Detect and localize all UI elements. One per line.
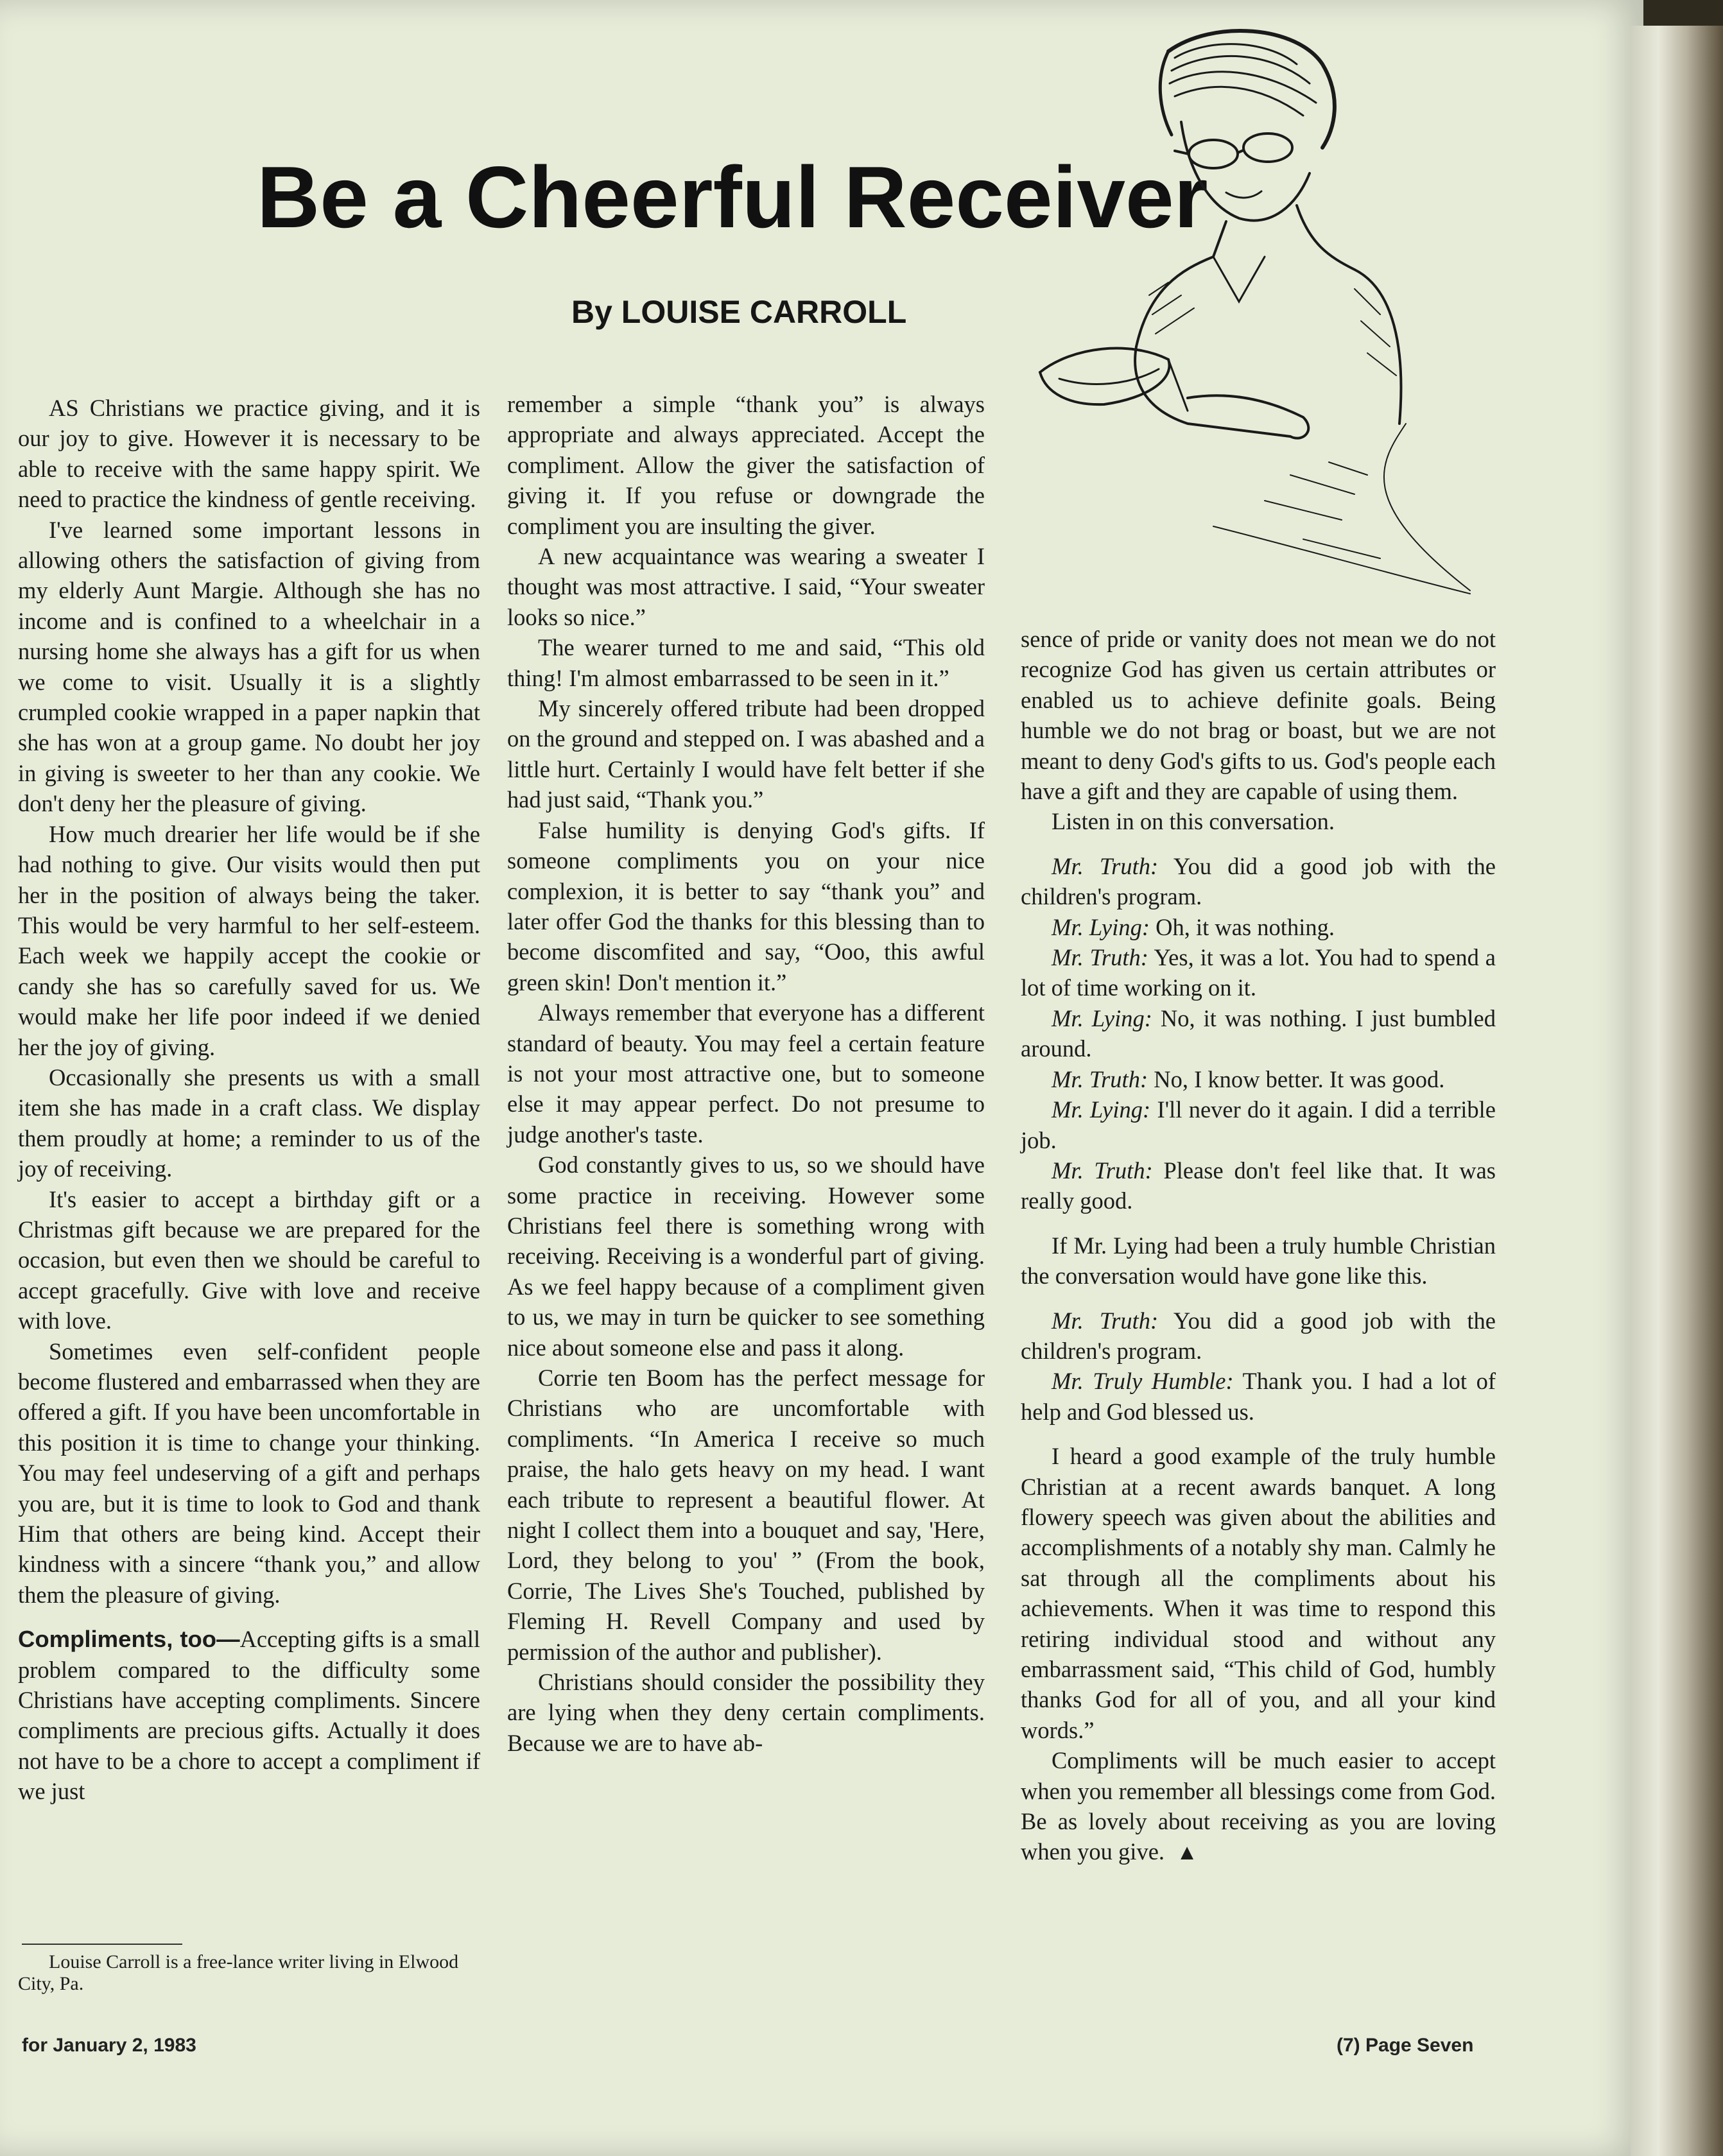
end-mark-triangle-icon: ▲ xyxy=(1176,1841,1198,1865)
paragraph: A new acquaintance was wearing a sweater I thought was most attractive. I said, “Your sweater looks so nice.” xyxy=(507,543,985,630)
dialogue-line xyxy=(1021,851,1496,912)
paragraph: How much drearier her life would be if she had nothing to give. Our visits would then put her in the position of always being the taker. This would be very harmful to her self-esteem. Each week we happily accept the cookie or candy she has so carefully saved for us. We would make her life poor indeed if we denied her the joy of giving. xyxy=(18,820,480,1060)
paragraph xyxy=(1021,1745,1496,1868)
speaker: Mr. Lying: xyxy=(1052,1005,1152,1031)
line-text: You did a good job with the children's program. xyxy=(1021,852,1496,910)
byline: By LOUISE CARROLL xyxy=(571,294,907,330)
speaker: Mr. Truth: xyxy=(1052,1307,1159,1334)
paragraph: It's easier to accept a birthday gift or a Christmas gift because we are prepared for the occasion, but even then we should be careful to accept gracefully. Give with love and receive with love. xyxy=(18,1186,480,1334)
speaker: Mr. Truth: xyxy=(1052,852,1159,879)
paragraph: Occasionally she presents us with a small item she has made in a craft class. We display them proudly at home; a reminder to us of the joy of receiving. xyxy=(18,1064,480,1182)
dialogue-two xyxy=(1021,1306,1496,1427)
book-spine-edge xyxy=(1631,26,1723,2156)
dialogue-line xyxy=(1021,1064,1496,1094)
dialogue-line xyxy=(1021,1366,1496,1427)
subsection-text: Accepting gifts is a small problem compared to the difficulty some Christians have accepting compliments. Sincere compliments are precious gifts. Actually it does not have to be a chore to accept a compliment if we just xyxy=(18,1626,480,1805)
dialogue-line xyxy=(1021,1155,1496,1216)
line-text: Oh, it was nothing. xyxy=(1156,913,1335,940)
paragraph: I've learned some important lessons in allowing others the satisfaction of giving from my elderly Aunt Margie. Although she has no income and is confined to a wheelchair in a nursing home she always has a gift for us when we come to visit. Usually it is a slightly crumpled cookie wrapped in a paper napkin that she has won at a group game. No doubt her joy in giving is sweeter to her than any cookie. We don't deny her the pleasure of giving. xyxy=(18,516,480,817)
column-1 xyxy=(18,393,480,1807)
line-text: Yes, it was a lot. You had to spend a lot of time working on it. xyxy=(1021,944,1496,1001)
paragraph: Always remember that everyone has a different standard of beauty. You may feel a certain feature is not your most attractive one, but to someone else it may appear perfect. Do not presume to judge another's taste. xyxy=(507,999,985,1148)
paragraph: Christians should consider the possibility they are lying when they deny certain compliments. Because we are to have ab- xyxy=(507,1669,985,1756)
line-text: No, I know better. It was good. xyxy=(1154,1065,1445,1092)
line-text: You did a good job with the children's program. xyxy=(1021,1307,1496,1364)
footer-page-number: (7) Page Seven xyxy=(1337,2035,1474,2056)
dialogue-line xyxy=(1021,1094,1496,1155)
paragraph: False humility is denying God's gifts. If someone compliments you on your nice complexion, it is better to say “thank you” and later offer God the thanks for this blessing than to become discomfited and say, “Ooo, this awful green skin! Don't mention it.” xyxy=(507,816,985,996)
paragraph: Listen in on this conversation. xyxy=(1052,808,1335,835)
speaker: Mr. Lying: xyxy=(1052,913,1150,940)
compliments-subsection xyxy=(18,1624,480,1806)
paragraph-text: Compliments will be much easier to accept when you remember all blessings come from God. Be as lovely about receiving as you are loving when you give. xyxy=(1021,1747,1496,1865)
speaker: Mr. Truth: xyxy=(1052,944,1148,971)
paragraph: My sincerely offered tribute had been dropped on the ground and stepped on. I was abashed and a little hurt. Certainly I would have felt better if she had just said, “Thank you.” xyxy=(507,695,985,813)
paragraph: Sometimes even self-confident people become flustered and embarrassed when they are offered a gift. If you have been uncomfortable in this position it is time to change your thinking. You may feel undeserving of a gift and perhaps you are, but it is time to look to God and thank Him that others are being kind. Accept their kindness with a sincere “thank you,” and allow them the pleasure of giving. xyxy=(18,1338,480,1608)
dialogue-line xyxy=(1021,912,1496,942)
speaker: Mr. Truth: xyxy=(1052,1157,1153,1184)
dialogue-line xyxy=(1021,942,1496,1003)
line-text: I'll never do it again. I did a terrible job. xyxy=(1021,1096,1496,1153)
column-2 xyxy=(507,389,985,1758)
footer-date: for January 2, 1983 xyxy=(22,2035,196,2056)
article-title: Be a Cheerful Receiver xyxy=(257,148,1208,246)
dialogue-line xyxy=(1021,1003,1496,1064)
author-footnote: Louise Carroll is a free-lance writer living in Elwood City, Pa. xyxy=(18,1951,459,1994)
paragraph: remember a simple “thank you” is always appropriate and always appreciated. Accept the compliment. Allow the giver the satisfaction of giving it. If you refuse or downgrade the compliment you are insulting the giver. xyxy=(507,391,985,539)
speaker: Mr. Truly Humble: xyxy=(1052,1368,1234,1395)
footnote-rule xyxy=(22,1944,182,1945)
paragraph: If Mr. Lying had been a truly humble Christian the conversation would have gone like this. xyxy=(1021,1232,1496,1289)
paragraph: God constantly gives to us, so we should have some practice in receiving. However some Christians feel there is something wrong with receiving. Receiving is a wonderful part of giving. As we feel happy because of a compliment given to us, we may in turn be quicker to see something nice about someone else and pass it along. xyxy=(507,1151,985,1361)
line-text: Please don't feel like that. It was really good. xyxy=(1021,1157,1496,1214)
subhead-runin: Compliments, too— xyxy=(18,1626,240,1653)
paragraph: sence of pride or vanity does not mean we do not recognize God has given us certain attributes or enabled us to achieve definite goals. Being humble we do not brag or boast, but we are not meant to deny God's gifts to us. God's people each have a gift and they are capable of using them. xyxy=(1021,626,1496,805)
woman-reading-illustration xyxy=(1021,13,1515,603)
line-text: Thank you. I had a lot of help and God blessed us. xyxy=(1021,1368,1496,1425)
dialogue-one xyxy=(1021,851,1496,1216)
speaker: Mr. Lying: xyxy=(1052,1096,1151,1123)
dialogue-line xyxy=(1021,1306,1496,1367)
column-3 xyxy=(1021,624,1496,1868)
paragraph: The wearer turned to me and said, “This old thing! I'm almost embarrassed to be seen in it.” xyxy=(507,634,985,691)
speaker: Mr. Truth: xyxy=(1052,1065,1148,1092)
paragraph: AS Christians we practice giving, and it is our joy to give. However it is necessary to be able to receive with the same happy spirit. We need to practice the kindness of gentle receiving. xyxy=(18,395,480,513)
paragraph: Corrie ten Boom has the perfect message for Christians who are uncomfortable with compliments. “In America I receive so much praise, the halo gets heavy on my head. I want each tribute to represent a beautiful flower. At night I collect them into a bouquet and say, 'Here, Lord, they belong to you' ” (From the book, Corrie, The Lives She's Touched, published by Fleming H. Revell Company and used by permission of the author and publisher). xyxy=(507,1365,985,1665)
paragraph: I heard a good example of the truly humble Christian at a recent awards banquet. A long flowery speech was given about the abilities and accomplishments of a notably shy man. Calmly he sat through all the compliments about his achievements. When it was time to respond this retiring individual stood and without any embarrassment said, “This child of God, humbly thanks God for all of you, and all your kind words.” xyxy=(1021,1443,1496,1743)
line-text: No, it was nothing. I just bumbled around. xyxy=(1021,1005,1496,1062)
